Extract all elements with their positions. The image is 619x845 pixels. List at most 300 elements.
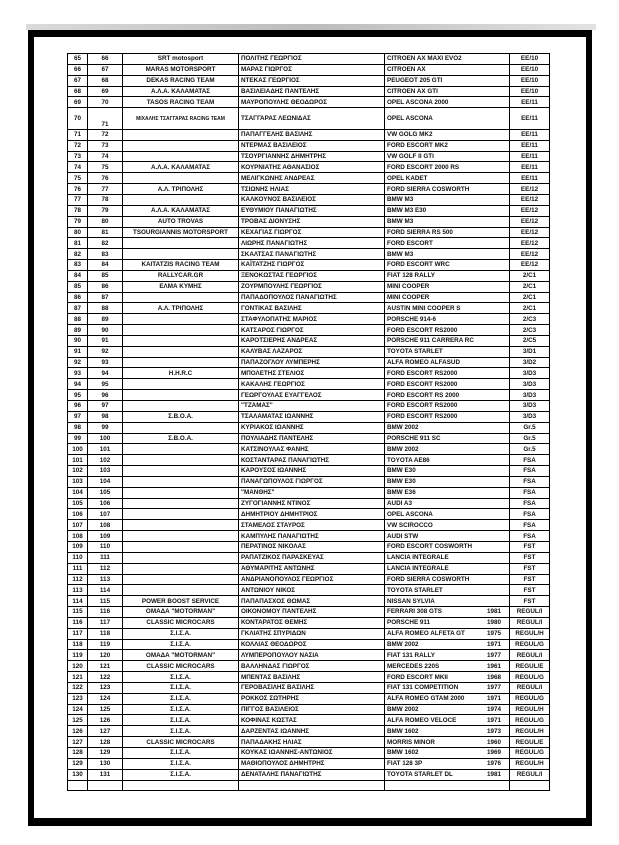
car-model: PORSCHE 911 (387, 619, 431, 627)
car-cell (385, 444, 510, 455)
table-row (68, 444, 550, 455)
start-number-cell: 87 (88, 292, 123, 303)
car-wrapper (387, 369, 507, 378)
car-wrapper (387, 521, 507, 530)
car-model: FERRARI 308 GTS (387, 608, 442, 616)
car-year (501, 304, 507, 313)
start-number-cell: 109 (88, 531, 123, 542)
car-cell (385, 661, 510, 672)
car-wrapper (387, 87, 507, 96)
driver-cell: ΚΟΣΤΑΝΤΑΡΑΣ ΠΑΝΑΓΙΩΤΗΣ (239, 455, 385, 466)
car-cell (385, 270, 510, 281)
car-cell (385, 184, 510, 195)
driver-cell: ΞΕΝΟΚΩΣΤΑΣ ΓΕΩΡΓΙΟΣ (239, 270, 385, 281)
car-model: FORD ESCORT WRC (387, 261, 450, 269)
car-wrapper (387, 152, 507, 161)
car-model: FIAT 131 COMPETITION (387, 684, 459, 692)
start-number-cell: 77 (88, 184, 123, 195)
driver-cell: ΓΚΛΙΑΤΗΣ ΣΠΥΡΙΔΩΝ (239, 628, 385, 639)
car-cell (385, 433, 510, 444)
team-cell: Σ.Ι.Σ.Α. (123, 628, 239, 639)
car-year: 1977 (486, 651, 501, 659)
table-row (68, 661, 550, 672)
car-year (501, 532, 507, 541)
car-year (501, 141, 507, 150)
driver-cell: ΠΑΠΑΠΑΣΧΟΣ ΘΩΜΑΣ (239, 596, 385, 607)
table-row (68, 617, 550, 628)
car-cell (385, 379, 510, 390)
team-cell: ΟΜΑΔΑ "MOTORMAN" (123, 607, 239, 618)
driver-cell: ΚΟΥΚΑΣ ΙΩΑΝΝΗΣ-ΑΝΤΩΝΙΟΣ (239, 748, 385, 759)
car-year (501, 54, 507, 63)
car-cell (385, 325, 510, 336)
car-model: TOYOTA STARLET (387, 586, 443, 594)
driver-cell: ΚΑΪΤΑΤΖΗΣ ΓΙΩΡΓΟΣ (239, 260, 385, 271)
car-year (501, 564, 507, 573)
car-wrapper (387, 293, 507, 302)
car-model: MINI COOPER (387, 283, 430, 291)
driver-cell: ΠΟΥΛΙΑΔΗΣ ΠΑΝΤΕΛΗΣ (239, 433, 385, 444)
entry-list-table (67, 53, 550, 791)
start-number-cell: 116 (88, 607, 123, 618)
car-year: 1969 (486, 749, 501, 757)
team-cell: Σ.Ι.Σ.Α. (123, 726, 239, 737)
car-cell (385, 531, 510, 542)
class-cell: 3/D3 (510, 379, 550, 390)
car-model: FIAT 128 RALLY (387, 272, 435, 280)
position-cell: 68 (68, 86, 88, 97)
position-cell: 129 (68, 758, 88, 769)
driver-cell: ΣΤΑΦΥΛΟΠΑΤΗΣ ΜΑΡΙΟΣ (239, 314, 385, 325)
car-year (501, 358, 507, 367)
team-cell: RALLYCAR.GR (123, 270, 239, 281)
position-cell: 94 (68, 379, 88, 390)
team-cell (123, 780, 239, 791)
car-cell (385, 260, 510, 271)
start-number-cell: 88 (88, 303, 123, 314)
car-wrapper (387, 391, 507, 400)
car-year (501, 174, 507, 183)
class-cell: REGUL/I (510, 769, 550, 780)
car-wrapper (387, 618, 507, 627)
team-cell: Σ.Ι.Σ.Α. (123, 704, 239, 715)
car-model: OPEL ASCONA (387, 115, 433, 123)
table-row (68, 205, 550, 216)
car-year: 1975 (486, 630, 501, 638)
team-cell: Σ.Ι.Σ.Α. (123, 748, 239, 759)
car-cell (385, 455, 510, 466)
team-cell: AUTO TROVAS (123, 216, 239, 227)
start-number-cell: 102 (88, 455, 123, 466)
car-wrapper (387, 271, 507, 280)
class-cell: REGUL/H (510, 758, 550, 769)
start-number-cell: 96 (88, 390, 123, 401)
car-wrapper (387, 130, 507, 139)
position-cell: 80 (68, 227, 88, 238)
start-number-cell: 123 (88, 682, 123, 693)
car-year (501, 282, 507, 291)
team-cell: SRT motosport (123, 54, 239, 65)
car-wrapper (387, 141, 507, 150)
team-cell: Σ.Ι.Σ.Α. (123, 682, 239, 693)
car-model: FORD ESCORT RS 2000 (387, 391, 460, 399)
car-cell (385, 715, 510, 726)
car-wrapper (387, 716, 507, 725)
team-cell (123, 325, 239, 336)
car-cell (385, 498, 510, 509)
car-cell (385, 151, 510, 162)
car-cell (385, 639, 510, 650)
car-cell (385, 75, 510, 86)
class-cell: EE/10 (510, 54, 550, 65)
team-cell (123, 552, 239, 563)
start-number-cell: 94 (88, 368, 123, 379)
start-number-cell: 112 (88, 563, 123, 574)
car-year (501, 163, 507, 172)
car-wrapper (387, 705, 507, 714)
car-year (501, 575, 507, 584)
car-year: 1973 (486, 727, 501, 735)
team-cell (123, 314, 239, 325)
car-wrapper (387, 499, 507, 508)
car-wrapper (387, 315, 507, 324)
car-wrapper (387, 412, 507, 421)
car-cell (385, 476, 510, 487)
table-row (68, 292, 550, 303)
position-cell: 76 (68, 184, 88, 195)
start-number-cell: 97 (88, 401, 123, 412)
car-model: FORD ESCORT (387, 239, 433, 247)
car-cell (385, 357, 510, 368)
car-model: ALFA ROMEO VELOCE (387, 716, 457, 724)
car-cell (385, 140, 510, 151)
car-wrapper (387, 326, 507, 335)
driver-cell: ΚΑΤΣΑΡΟΣ ΓΙΩΡΓΟΣ (239, 325, 385, 336)
position-cell: 96 (68, 401, 88, 412)
start-number-cell: 108 (88, 520, 123, 531)
position-cell: 85 (68, 281, 88, 292)
driver-cell: ΠΑΠΑΓΓΕΛΗΣ ΒΑΣΙΛΗΣ (239, 129, 385, 140)
driver-cell: ΚΑΛΥΒΑΣ ΛΑΖΑΡΟΣ (239, 346, 385, 357)
car-model: MERCEDES 220S (387, 662, 440, 670)
table-row (68, 129, 550, 140)
class-cell: EE/11 (510, 162, 550, 173)
car-model: BMW M3 (387, 196, 414, 204)
car-wrapper (387, 163, 507, 172)
driver-cell: "ΤΖΑΜΑΣ" (239, 401, 385, 412)
driver-cell: ΔΕΝΑΤΑΛΗΣ ΠΑΝΑΓΙΩΤΗΣ (239, 769, 385, 780)
car-wrapper (387, 217, 507, 226)
car-model: BMW E30 (387, 467, 416, 475)
car-model: LANCIA INTEGRALE (387, 554, 449, 562)
start-number-cell: 89 (88, 314, 123, 325)
car-year: 1980 (486, 619, 501, 627)
car-wrapper (387, 54, 507, 63)
start-number-cell: 73 (88, 140, 123, 151)
car-wrapper (387, 185, 507, 194)
position-cell: 128 (68, 748, 88, 759)
table-row (68, 422, 550, 433)
car-wrapper (387, 239, 507, 248)
entry-list-body (68, 54, 550, 791)
car-cell (385, 563, 510, 574)
car-model: FORD ESCORT MK2 (387, 142, 448, 150)
team-cell: CLASSIC MICROCARS (123, 617, 239, 628)
driver-cell: ΛΥΜΠΕΡΟΠΟΥΛΟΥ ΝΑΣΙΑ (239, 650, 385, 661)
car-wrapper (387, 195, 507, 204)
car-model: BMW 2002 (387, 706, 419, 714)
table-row (68, 97, 550, 108)
position-cell (68, 780, 88, 791)
team-cell (123, 129, 239, 140)
position-cell: 98 (68, 422, 88, 433)
position-cell: 82 (68, 249, 88, 260)
start-number-cell: 99 (88, 422, 123, 433)
class-cell: EE/12 (510, 249, 550, 260)
driver-cell: ΕΥΘΥΜΙΟΥ ΠΑΝΑΓΙΩΤΗΣ (239, 205, 385, 216)
car-cell (385, 411, 510, 422)
table-row (68, 672, 550, 683)
car-year (501, 217, 507, 226)
position-cell: 66 (68, 64, 88, 75)
table-row (68, 520, 550, 531)
car-year (501, 477, 507, 486)
driver-cell: ΠΑΠΑΖΟΓΛΟΥ ΛΥΜΠΕΡΗΣ (239, 357, 385, 368)
car-model: FORD ESCORT RS2000 (387, 413, 458, 421)
table-row (68, 487, 550, 498)
class-cell: FSA (510, 509, 550, 520)
team-cell: CLASSIC MICROCARS (123, 737, 239, 748)
car-cell (385, 292, 510, 303)
table-row (68, 75, 550, 86)
class-cell: 2/C1 (510, 292, 550, 303)
position-cell: 113 (68, 585, 88, 596)
car-model: OPEL ASCONA (387, 510, 433, 518)
position-cell: 79 (68, 216, 88, 227)
car-cell (385, 129, 510, 140)
position-cell: 127 (68, 737, 88, 748)
car-cell (385, 596, 510, 607)
class-cell: EE/11 (510, 129, 550, 140)
class-cell: FST (510, 596, 550, 607)
table-row (68, 335, 550, 346)
position-cell: 67 (68, 75, 88, 86)
car-year (501, 206, 507, 215)
table-row (68, 433, 550, 444)
team-cell (123, 151, 239, 162)
table-row (68, 401, 550, 412)
car-year (501, 434, 507, 443)
driver-cell: ΝΤΕΚΑΣ ΓΕΩΡΓΙΟΣ (239, 75, 385, 86)
position-cell: 70 (68, 108, 88, 130)
car-cell (385, 748, 510, 759)
position-cell: 89 (68, 325, 88, 336)
car-wrapper (387, 401, 507, 410)
car-year (501, 98, 507, 107)
start-number-cell: 127 (88, 726, 123, 737)
car-year (501, 412, 507, 421)
class-cell: 3/D3 (510, 401, 550, 412)
car-cell (385, 54, 510, 65)
car-wrapper (387, 607, 507, 616)
team-cell (123, 335, 239, 346)
class-cell: FST (510, 541, 550, 552)
driver-cell: ΚΑΚΑΛΗΣ ΓΕΩΡΓΙΟΣ (239, 379, 385, 390)
car-model: FORD SIERRA COSWORTH (387, 185, 470, 193)
table-row (68, 748, 550, 759)
car-cell (385, 238, 510, 249)
table-row (68, 455, 550, 466)
car-cell (385, 346, 510, 357)
car-wrapper (387, 282, 507, 291)
start-number-cell: 86 (88, 281, 123, 292)
driver-cell: ΔΗΜΗΤΡΙΟΥ ΔΗΜΗΤΡΙΟΣ (239, 509, 385, 520)
table-row (68, 86, 550, 97)
driver-cell: ΖΥΓΟΓΙΑΝΝΗΣ ΝΤΙΝΟΣ (239, 498, 385, 509)
car-model: PORSCHE 914-6 (387, 315, 436, 323)
start-number-cell: 95 (88, 379, 123, 390)
car-wrapper (387, 347, 507, 356)
team-cell: Α.Λ. ΤΡΙΠΟΛΗΣ (123, 303, 239, 314)
car-wrapper (387, 586, 507, 595)
position-cell: 125 (68, 715, 88, 726)
class-cell: FSA (510, 476, 550, 487)
car-cell (385, 216, 510, 227)
car-year (501, 239, 507, 248)
car-wrapper (387, 76, 507, 85)
driver-cell: ΤΣΟΥΡΓΙΑΝΝΗΣ ΔΗΜΗΤΡΗΣ (239, 151, 385, 162)
car-wrapper (387, 206, 507, 215)
team-cell: Α.Λ.Α. ΚΑΛΑΜΑΤΑΣ (123, 86, 239, 97)
car-model: PEUGEOT 205 GTI (387, 77, 443, 85)
car-model: AUSTIN MINI COOPER S (387, 304, 461, 312)
car-year (501, 185, 507, 194)
class-cell: EE/12 (510, 184, 550, 195)
start-number-cell: 110 (88, 541, 123, 552)
class-cell: FSA (510, 455, 550, 466)
car-wrapper (387, 770, 507, 779)
car-cell (385, 86, 510, 97)
car-model: FIAT 128 3P (387, 760, 423, 768)
table-row (68, 780, 550, 791)
start-number-cell: 85 (88, 270, 123, 281)
start-number-cell: 72 (88, 129, 123, 140)
class-cell: REGUL/E (510, 661, 550, 672)
car-wrapper (387, 304, 507, 313)
start-number-cell: 78 (88, 194, 123, 205)
team-cell: H.H.R.C (123, 368, 239, 379)
team-cell (123, 466, 239, 477)
team-cell (123, 509, 239, 520)
table-row (68, 379, 550, 390)
class-cell (510, 780, 550, 791)
car-cell (385, 650, 510, 661)
position-cell: 72 (68, 140, 88, 151)
team-cell (123, 173, 239, 184)
driver-cell: ΚΕΧΑΓΙΑΣ ΓΙΩΡΓΟΣ (239, 227, 385, 238)
class-cell: Gr.5 (510, 422, 550, 433)
position-cell: 106 (68, 509, 88, 520)
team-cell (123, 476, 239, 487)
start-number-cell: 67 (88, 64, 123, 75)
class-cell: FSA (510, 487, 550, 498)
car-wrapper (387, 748, 507, 757)
position-cell: 93 (68, 368, 88, 379)
class-cell: REGUL/H (510, 704, 550, 715)
driver-cell: ΚΟΝΤΑΡΑΤΟΣ ΘΕΜΗΣ (239, 617, 385, 628)
team-cell (123, 520, 239, 531)
driver-cell: ΡΟΚΚΟΣ ΣΩΤΗΡΗΣ (239, 693, 385, 704)
start-number-cell: 69 (88, 86, 123, 97)
car-year (501, 380, 507, 389)
class-cell: Gr.5 (510, 433, 550, 444)
start-number-cell: 98 (88, 411, 123, 422)
car-year (501, 466, 507, 475)
position-cell: 112 (68, 574, 88, 585)
table-row (68, 509, 550, 520)
car-cell (385, 574, 510, 585)
car-year (501, 369, 507, 378)
table-row (68, 693, 550, 704)
car-model: CITROEN AX (387, 66, 426, 74)
car-model: FORD ESCORT MKII (387, 673, 448, 681)
start-number-cell: 91 (88, 335, 123, 346)
car-model: FORD ESCORT RS2000 (387, 402, 458, 410)
start-number-cell: 74 (88, 151, 123, 162)
class-cell: EE/12 (510, 194, 550, 205)
position-cell: 83 (68, 260, 88, 271)
car-wrapper (387, 629, 507, 638)
car-year (501, 130, 507, 139)
start-number-cell: 106 (88, 498, 123, 509)
car-year (501, 195, 507, 204)
car-model: FORD ESCORT 2000 RS (387, 163, 460, 171)
table-row (68, 184, 550, 195)
driver-cell: ΤΣΑΛΑΜΑΤΑΣ ΙΩΑΝΝΗΣ (239, 411, 385, 422)
class-cell: FST (510, 552, 550, 563)
team-cell: TASOS RACING TEAM (123, 97, 239, 108)
car-model: VW GOLF II GTI (387, 153, 434, 161)
table-row (68, 194, 550, 205)
position-cell: 120 (68, 661, 88, 672)
car-year (501, 65, 507, 74)
class-cell: EE/11 (510, 108, 550, 130)
car-cell (385, 509, 510, 520)
car-cell (385, 205, 510, 216)
car-model: FIAT 131 RALLY (387, 651, 435, 659)
position-cell: 122 (68, 682, 88, 693)
start-number-cell: 130 (88, 758, 123, 769)
class-cell: EE/12 (510, 238, 550, 249)
start-number-cell: 119 (88, 639, 123, 650)
team-cell (123, 357, 239, 368)
start-number-cell: 66 (88, 54, 123, 65)
car-wrapper (387, 423, 507, 432)
driver-cell: ΠΙΓΓΟΣ ΒΑΣΙΛΕΙΟΣ (239, 704, 385, 715)
driver-cell (239, 780, 385, 791)
car-wrapper (387, 250, 507, 259)
class-cell: 2/C1 (510, 281, 550, 292)
class-cell: REGUL/I (510, 682, 550, 693)
driver-cell: ΚΑΤΣΙΝΟΥΛΑΣ ΦΑΝΗΣ (239, 444, 385, 455)
car-cell (385, 390, 510, 401)
start-number-cell: 80 (88, 216, 123, 227)
car-cell (385, 249, 510, 260)
class-cell: 2/C3 (510, 314, 550, 325)
class-cell: REGUL/I (510, 607, 550, 618)
car-wrapper (387, 694, 507, 703)
team-cell: TSOURGIANNIS MOTORSPORT (123, 227, 239, 238)
